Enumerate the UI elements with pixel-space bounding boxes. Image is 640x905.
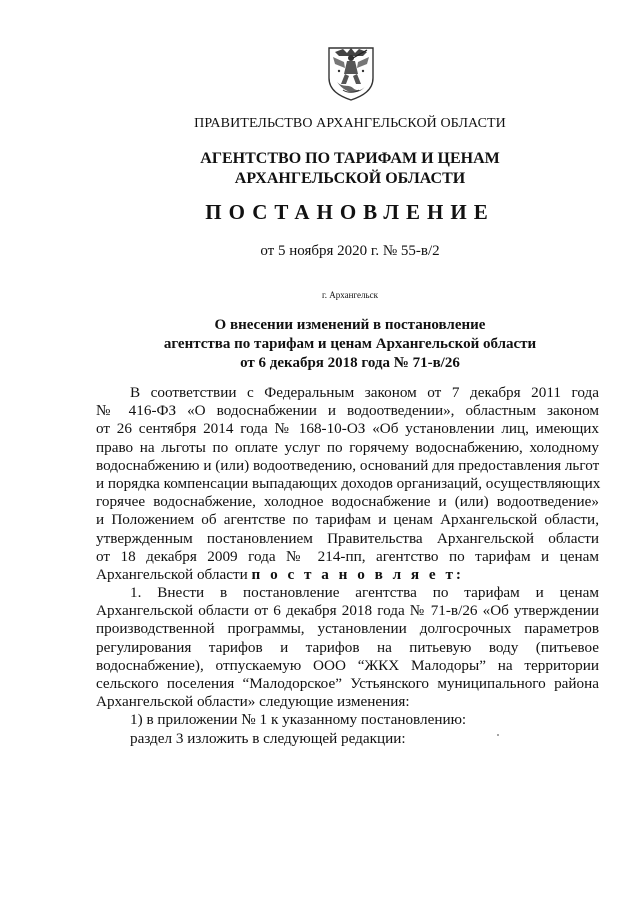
body-item-sub: раздел 3 изложить в следующей редакции:: [130, 729, 406, 747]
body-line: Архангельской области» следующие изменения:: [96, 693, 410, 711]
resolution-keyword: п о с т а н о в л я е т:: [251, 565, 464, 583]
body-line: утвержденным постановлением Правительства Архангельской области: [96, 529, 599, 547]
body-line: и порядка компенсации выпадающих доходов организаций, осуществляющих: [96, 474, 601, 492]
body-line: водоснабжению и (или) водоотведению, оснований для предоставления льгот: [96, 456, 600, 474]
document-body: [96, 384, 599, 748]
scan-speck: [497, 734, 499, 736]
document-city: г. Архангельск: [322, 290, 378, 300]
subject-line1: О внесении изменений в постановление: [214, 317, 486, 333]
body-line: от 26 сентября 2014 года № 168-10-ОЗ «Об установлении лиц, имеющих: [96, 420, 599, 438]
agency-name: [0, 149, 640, 189]
subject-line2: агентства по тарифам и ценам Архангельской области: [163, 336, 537, 352]
document-type-title: ПОСТАНОВЛЕНИЕ: [205, 200, 495, 224]
body-line: 1. Внести в постановление агентства по тарифам и ценам: [130, 584, 599, 602]
body-line: и Положением об агентстве по тарифам и ценам Архангельской области,: [96, 511, 599, 529]
resolution-prefix: Архангельской области: [96, 565, 252, 583]
subject-line3: от 6 декабря 2018 года № 71-в/26: [240, 355, 460, 371]
coat-of-arms-emblem: [323, 44, 379, 102]
document-subject: [0, 316, 640, 373]
agency-name-line1: АГЕНТСТВО ПО ТАРИФАМ И ЦЕНАМ: [200, 150, 500, 167]
body-line-resolution: [96, 566, 599, 584]
document-date-number: от 5 ноября 2020 г. № 55-в/2: [260, 243, 440, 259]
government-name: ПРАВИТЕЛЬСТВО АРХАНГЕЛЬСКОЙ ОБЛАСТИ: [194, 116, 506, 131]
body-line: водоснабжение), отпускаемую ООО “ЖКХ Малодоры” на территории: [96, 656, 599, 674]
body-line: горячее водоснабжение, холодное водоснабжение и (или) водоотведение»: [96, 493, 599, 511]
body-line: регулирования тарифов и тарифов на питьевую воду (питьевое: [96, 638, 599, 656]
body-line: Архангельской области от 6 декабря 2018 года № 71-в/26 «Об утверждении: [96, 602, 599, 620]
body-line: сельского поселения “Малодорское” Устьянского муниципального района: [96, 675, 599, 692]
agency-name-line2: АРХАНГЕЛЬСКОЙ ОБЛАСТИ: [234, 170, 466, 187]
body-line: В соответствии с Федеральным законом от 7 декабря 2011 года: [130, 384, 599, 401]
body-line: № 416-ФЗ «О водоснабжении и водоотведении», областным законом: [96, 402, 599, 420]
body-line: от 18 декабря 2009 года № 214-пп, агентство по тарифам и ценам: [96, 547, 599, 565]
body-item: 1) в приложении № 1 к указанному постановлению:: [130, 711, 467, 729]
body-line: право на льготы по оплате услуг по горячему водоснабжению, холодному: [96, 438, 599, 456]
body-line: производственной программы, установлении долгосрочных параметров: [96, 620, 599, 638]
